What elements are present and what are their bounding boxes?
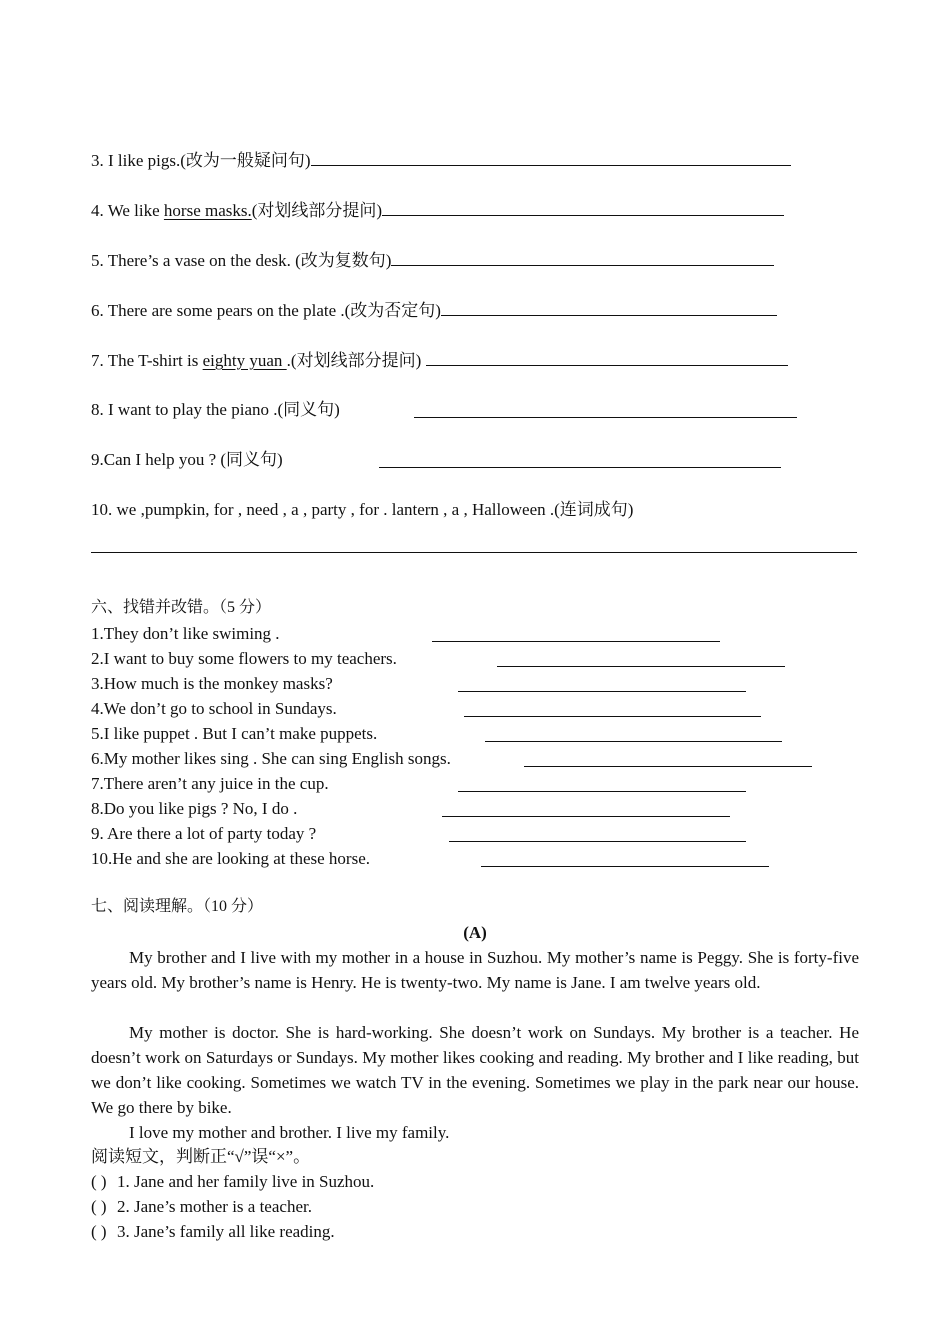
error-item-10: 10.He and she are looking at these horse. (91, 849, 370, 868)
section-7-title: 七、阅读理解。（10 分） (91, 898, 264, 915)
error-item-2: 2.I want to buy some flowers to my teachers. (91, 649, 397, 668)
passage-label: (A) (463, 923, 487, 942)
question-text-prefix: 4. We like (91, 201, 164, 220)
answer-parentheses[interactable]: ( ) (91, 1172, 107, 1191)
answer-blank[interactable] (311, 150, 791, 166)
reading-instruction: 阅读短文，判断正“√”误“×”。 (91, 1147, 311, 1166)
underlined-phrase: horse masks. (163, 201, 252, 220)
error-item-6: 6.My mother likes sing . She can sing English songs. (91, 749, 451, 768)
true-false-question-1 (91, 1172, 374, 1192)
answer-blank[interactable] (379, 452, 781, 468)
error-item-3: 3.How much is the monkey masks? (91, 674, 333, 693)
error-item-7: 7.There aren’t any juice in the cup. (91, 774, 329, 793)
answer-blank[interactable] (441, 300, 777, 316)
question-instruction: (对划线部分提问) (251, 201, 383, 220)
question-text: 5. There’s a vase on the desk. (改为复数句) (91, 251, 392, 270)
answer-blank[interactable] (485, 726, 782, 742)
answer-blank[interactable] (464, 701, 761, 717)
answer-parentheses[interactable]: ( ) (91, 1222, 107, 1241)
underlined-phrase: eighty yuan (202, 351, 287, 370)
error-item-1: 1.They don’t like swiming . (91, 624, 280, 643)
question-text: 3. I like pigs.(改为一般疑问句) (91, 151, 311, 170)
rewrite-question-3 (91, 150, 791, 171)
rewrite-question-4 (91, 200, 784, 221)
answer-blank[interactable] (382, 200, 784, 216)
rewrite-question-6 (91, 300, 777, 321)
question-text: 6. There are some pears on the plate .(改为否定句) (91, 301, 441, 320)
rewrite-question-10 (91, 500, 633, 520)
answer-blank[interactable] (458, 776, 746, 792)
error-item-4: 4.We don’t go to school in Sundays. (91, 699, 337, 718)
error-item-9: 9. Are there a lot of party today ? (91, 824, 317, 843)
question-text: 9.Can I help you ? (同义句) (91, 450, 283, 469)
answer-blank[interactable] (458, 676, 746, 692)
answer-blank[interactable] (497, 651, 785, 667)
error-item-8: 8.Do you like pigs ? No, I do . (91, 799, 298, 818)
question-text: 10. we ,pumpkin, for , need , a , party , for . lantern , a , Halloween .(连词成句) (91, 500, 634, 519)
question-text: 8. I want to play the piano .(同义句) (91, 400, 340, 419)
rewrite-question-8 (91, 400, 340, 420)
answer-blank[interactable] (442, 801, 730, 817)
question-text: 3. Jane’s family all like reading. (117, 1222, 335, 1241)
passage-paragraph-2: My mother is doctor. She is hard-working. She doesn’t work on Sundays. My brother is a teacher. He doesn’t work on Saturdays or Sundays. My mother likes cooking and reading. My brother and I like reading, but we don’t like cooking. Sometimes we watch TV in the evening. Sometimes we play in the park near our house. We go there by bike. (91, 1023, 859, 1117)
answer-blank[interactable] (414, 402, 797, 418)
passage-paragraph-3: I love my mother and brother. I live my family. (129, 1123, 450, 1142)
answer-blank[interactable] (432, 626, 720, 642)
passage-paragraph-1: My brother and I live with my mother in a house in Suzhou. My mother’s name is Peggy. She is forty-five years old. My brother’s name is Henry. He is twenty-two. My name is Jane. I am twelve years old. (91, 948, 859, 992)
question-text: 2. Jane’s mother is a teacher. (117, 1197, 312, 1216)
rewrite-question-7 (91, 350, 788, 371)
answer-blank[interactable] (426, 350, 788, 366)
rewrite-question-5 (91, 250, 774, 271)
section-6-title: 六、找错并改错。（5 分） (91, 599, 272, 616)
answer-line[interactable] (91, 552, 857, 553)
answer-blank[interactable] (449, 826, 746, 842)
question-text-prefix: 7. The T-shirt is (91, 351, 203, 370)
answer-blank[interactable] (481, 851, 769, 867)
answer-blank[interactable] (391, 250, 774, 266)
question-instruction: .(对划线部分提问) (286, 351, 426, 370)
error-item-5: 5.I like puppet . But I can’t make puppets. (91, 724, 378, 743)
true-false-question-2 (91, 1197, 312, 1217)
rewrite-question-9 (91, 450, 283, 470)
answer-parentheses[interactable]: ( ) (91, 1197, 107, 1216)
question-text: 1. Jane and her family live in Suzhou. (117, 1172, 375, 1191)
answer-blank[interactable] (524, 751, 812, 767)
true-false-question-3 (91, 1222, 335, 1242)
